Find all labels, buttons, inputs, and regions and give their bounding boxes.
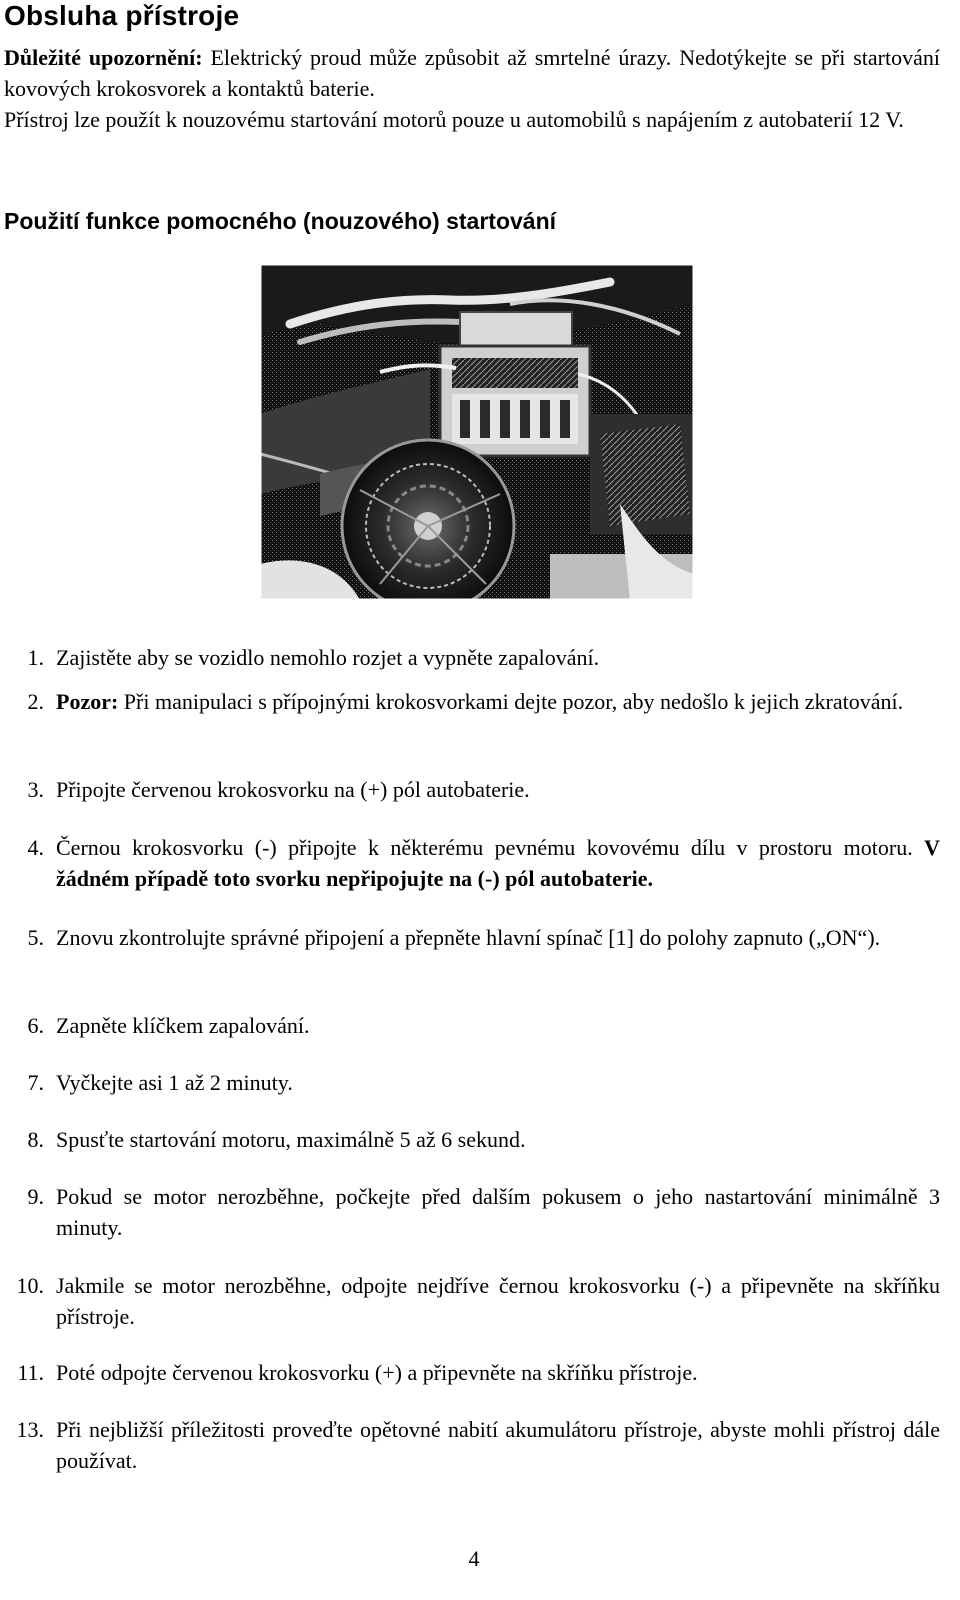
step-text bbox=[56, 642, 940, 673]
warning-paragraph bbox=[4, 42, 940, 104]
step-number: 3. bbox=[27, 777, 44, 802]
step-number: 4. bbox=[27, 835, 44, 860]
step-text bbox=[56, 1270, 940, 1332]
step-prefix: Pozor: bbox=[56, 689, 119, 714]
step-number: 11. bbox=[17, 1360, 44, 1385]
step-text-body: Jakmile se motor nerozběhne, odpojte nejdříve černou krokosvorku (-) a připevněte na skříňku přístroje. bbox=[56, 1273, 940, 1329]
step-text-body: Při manipulaci s přípojnými krokosvorkami dejte pozor, aby nedošlo k jejich zkratování. bbox=[118, 689, 904, 714]
step-number: 9. bbox=[27, 1184, 44, 1209]
step-text bbox=[56, 1124, 940, 1155]
step-text bbox=[56, 832, 940, 894]
step-emphasis: V žádném případě toto svorku nepřipojujte na (-) pól autobaterie. bbox=[56, 835, 940, 891]
step-number: 10. bbox=[16, 1273, 44, 1298]
step-number: 1. bbox=[27, 645, 44, 670]
step-text-body: Znovu zkontrolujte správné připojení a přepněte hlavní spínač [1] do polohy zapnuto („ON“). bbox=[56, 925, 881, 950]
step-number: 5. bbox=[27, 925, 44, 950]
step-number: 13. bbox=[16, 1417, 44, 1442]
step-text bbox=[56, 922, 940, 953]
step-text-body: Černou krokosvorku (-) připojte k některému pevnému kovovému dílu v prostoru motoru. bbox=[56, 835, 925, 860]
step-text bbox=[56, 1010, 940, 1041]
step-text bbox=[56, 1067, 940, 1098]
step-text bbox=[56, 1181, 940, 1243]
step-text-body: Při nejbližší příležitosti proveďte opětovné nabití akumulátoru přístroje, abyste mohli přístroj dále používat. bbox=[56, 1417, 940, 1473]
step-text-body: Vyčkejte asi 1 až 2 minuty. bbox=[56, 1070, 293, 1095]
step-text-body: Poté odpojte červenou krokosvorku (+) a připevněte na skříňku přístroje. bbox=[56, 1360, 698, 1385]
step-number: 6. bbox=[27, 1013, 44, 1038]
warning-label: Důležité upozornění: bbox=[4, 45, 203, 70]
step-text-body: Spusťte startování motoru, maximálně 5 až 6 sekund. bbox=[56, 1127, 526, 1152]
step-number: 2. bbox=[27, 689, 44, 714]
section-title: Použití funkce pomocného (nouzového) startování bbox=[4, 208, 557, 234]
step-text-body: Pokud se motor nerozběhne, počkejte před dalším pokusem o jeho nastartování minimálně 3 minuty. bbox=[56, 1184, 940, 1240]
step-text bbox=[56, 1414, 940, 1476]
step-number: 8. bbox=[27, 1127, 44, 1152]
warning-text: Elektrický proud může způsobit až smrtelné úrazy. Nedotýkejte se při startování kovových krokosvorek a kontaktů baterie. bbox=[4, 45, 940, 101]
page-number: 4 bbox=[468, 1546, 480, 1571]
warning-block bbox=[4, 42, 940, 135]
step-text bbox=[56, 1357, 940, 1388]
engine-photo-illustration bbox=[260, 264, 694, 600]
step-text-body: Zapněte klíčkem zapalování. bbox=[56, 1013, 310, 1038]
step-text bbox=[56, 774, 940, 805]
step-text-body: Zajistěte aby se vozidlo nemohlo rozjet a vypněte zapalování. bbox=[56, 645, 600, 670]
step-text bbox=[56, 686, 940, 717]
engine-jumpstart-photo bbox=[260, 264, 694, 600]
step-text-body: Připojte červenou krokosvorku na (+) pól autobaterie. bbox=[56, 777, 530, 802]
usage-paragraph: Přístroj lze použít k nouzovému startování motorů pouze u automobilů s napájením z autobaterií 12 V. bbox=[4, 107, 904, 132]
page-title: Obsluha přístroje bbox=[4, 0, 240, 31]
step-number: 7. bbox=[27, 1070, 44, 1095]
